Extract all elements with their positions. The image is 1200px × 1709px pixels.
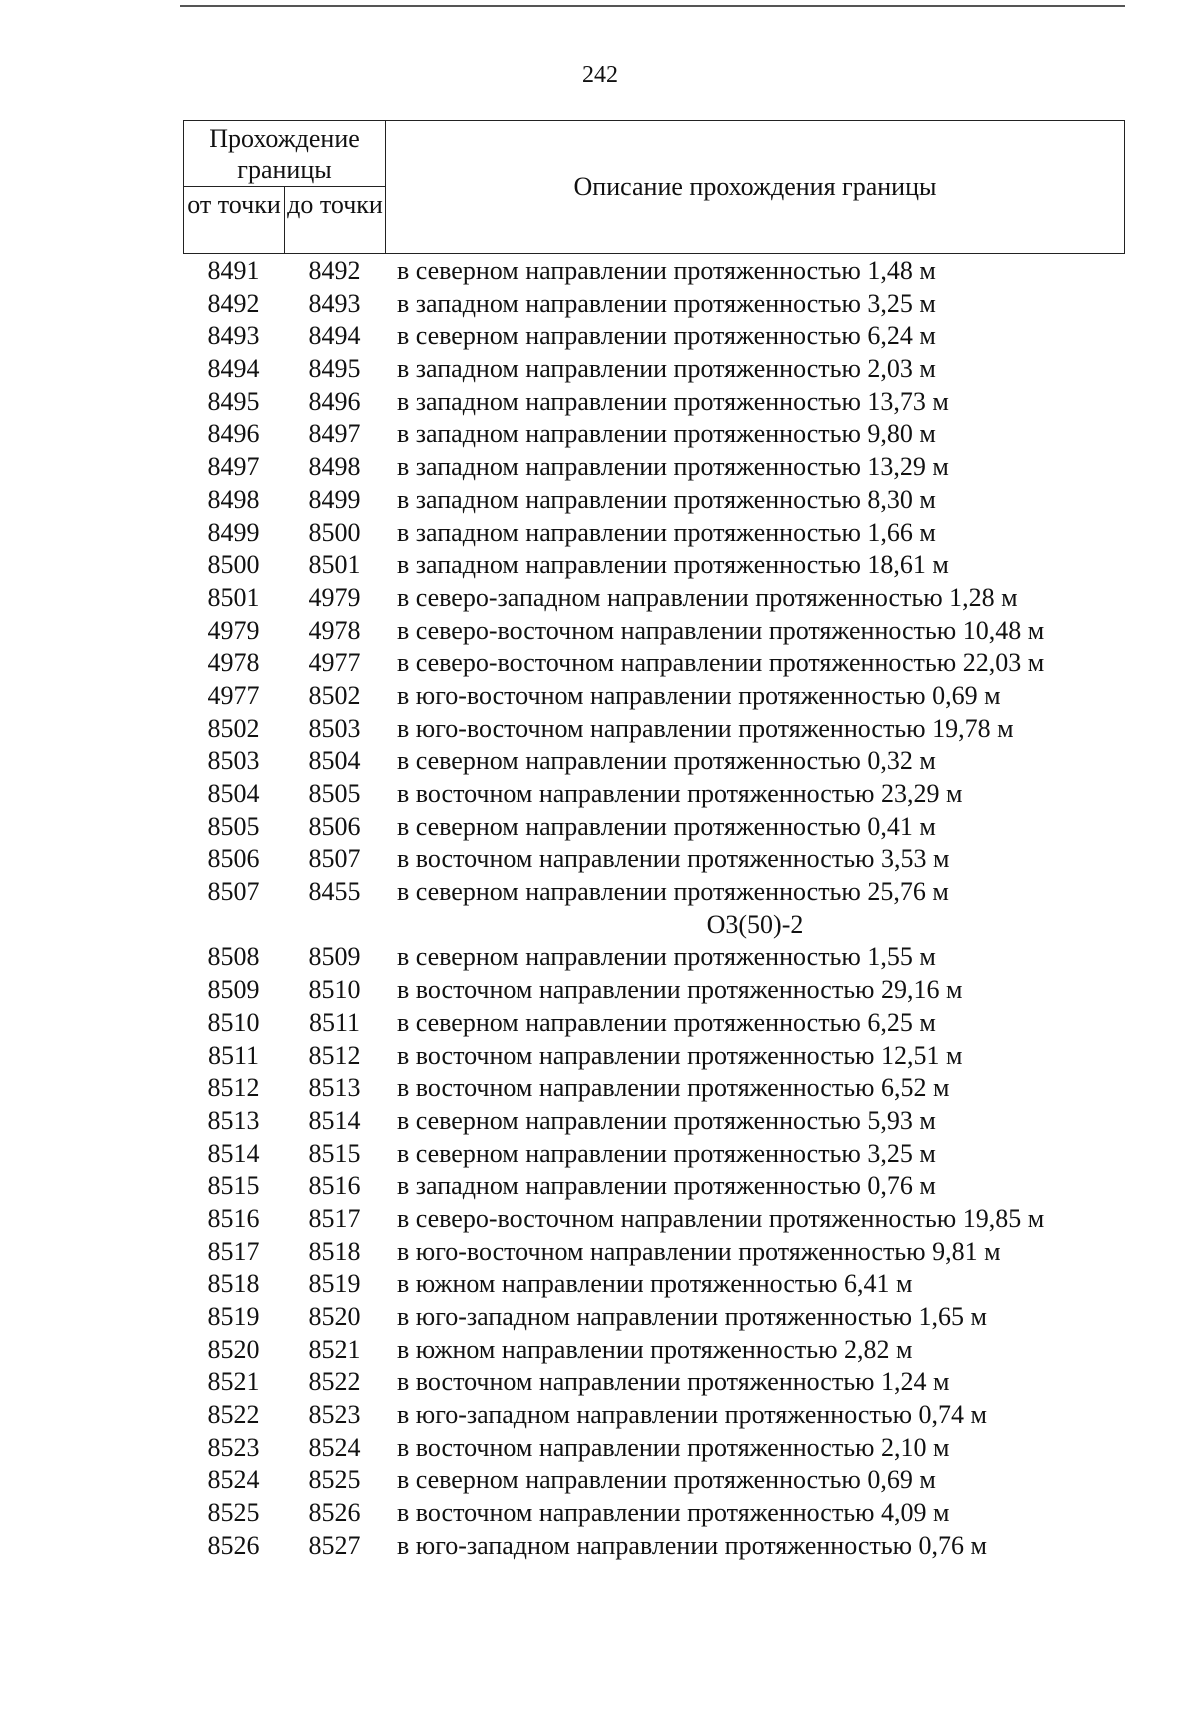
to-point-cell: 8503 [308,713,361,743]
to-point-cell: 8495 [308,354,361,384]
table-row [183,288,1143,321]
from-point-cell: 8517 [207,1236,260,1266]
table-row [183,1007,1143,1040]
table-row [183,941,1143,974]
to-point-cell: 8525 [308,1465,361,1495]
description-cell: в западном направлении протяженностью 0,76 м [397,1171,936,1201]
to-point-cell: 4977 [308,648,361,678]
table-row [183,1268,1143,1301]
to-point-cell: 8521 [308,1334,361,1364]
table-row [183,1236,1143,1269]
to-point-cell: 4979 [308,582,361,612]
to-point-cell: 8509 [308,942,361,972]
description-cell: в северном направлении протяженностью 0,32 м [397,746,936,776]
header-passage: Прохождение границы [184,121,386,187]
to-point-cell: 8515 [308,1138,361,1168]
to-point-cell: 8506 [308,811,361,841]
table-row [183,1170,1143,1203]
from-point-cell: 8495 [207,386,260,416]
to-point-cell: 8504 [308,746,361,776]
description-cell: в северо-восточном направлении протяженностью 19,85 м [397,1203,1045,1233]
table-row [183,1464,1143,1497]
to-point-cell: 8514 [308,1105,361,1135]
table-row [183,484,1143,517]
from-point-cell: 8513 [207,1105,260,1135]
table-row [183,1301,1143,1334]
description-cell: в восточном направлении протяженностью 4,09 м [397,1498,950,1528]
description-cell: в юго-восточном направлении протяженностью 9,81 м [397,1236,1001,1266]
to-point-cell: 8499 [308,484,361,514]
from-point-cell: 8508 [207,942,260,972]
page-number: 242 [582,62,618,88]
to-point-cell: 8517 [308,1203,361,1233]
table-row [183,255,1143,288]
from-point-cell: 8510 [207,1007,260,1037]
to-point-cell: 8507 [308,844,361,874]
description-cell: в северном направлении протяженностью 3,25 м [397,1138,936,1168]
table-row [183,1334,1143,1367]
to-point-cell: 8524 [308,1432,361,1462]
from-point-cell: 8503 [207,746,260,776]
boundary-table-body [183,255,1143,1563]
from-point-cell: 8499 [207,517,260,547]
description-cell: в северном направлении протяженностью 6,24 м [397,321,936,351]
description-cell: в северо-западном направлении протяженностью 1,28 м [397,582,1018,612]
table-row [183,320,1143,353]
description-cell: в западном направлении протяженностью 2,03 м [397,354,936,384]
description-cell: в северном направлении протяженностью 5,93 м [397,1105,936,1135]
from-point-cell: 8526 [207,1530,260,1560]
from-point-cell: 8515 [207,1171,260,1201]
from-point-cell: 8498 [207,484,260,514]
description-cell: в юго-восточном направлении протяженностью 0,69 м [397,680,1001,710]
description-cell: в северном направлении протяженностью 1,48 м [397,256,936,285]
from-point-cell: 8500 [207,550,260,580]
table-row [183,517,1143,550]
from-point-cell: 8502 [207,713,260,743]
table-row [183,713,1143,746]
description-cell: в южном направлении протяженностью 6,41 м [397,1269,913,1299]
from-point-cell: 8524 [207,1465,260,1495]
table-row [183,1497,1143,1530]
description-cell: в восточном направлении протяженностью 23,29 м [397,779,963,808]
table-row [183,549,1143,582]
table-row [183,843,1143,876]
description-cell: в восточном направлении протяженностью 12,51 м [397,1040,963,1070]
to-point-cell: 8510 [308,975,361,1005]
from-point-cell: 8504 [207,779,260,808]
description-cell: в юго-западном направлении протяженностью 0,76 м [397,1530,987,1560]
table-row [183,1138,1143,1171]
to-point-cell: 8511 [308,1007,361,1037]
from-point-cell: 4978 [207,648,260,678]
table-row [183,811,1143,844]
from-point-cell: 8518 [207,1269,260,1299]
to-point-cell: 8496 [308,386,361,416]
from-point-cell: 8497 [207,452,260,482]
top-rule [180,5,1125,7]
table-row [183,1105,1143,1138]
to-point-cell: 8502 [308,680,361,710]
from-point-cell: 8507 [207,877,260,907]
description-cell: в восточном направлении протяженностью 3,53 м [397,844,950,874]
table-row [183,876,1143,909]
description-cell: в северном направлении протяженностью 1,55 м [397,942,936,972]
from-point-cell: 8492 [207,288,260,318]
description-cell: в северном направлении протяженностью 0,41 м [397,811,936,841]
table-row [183,745,1143,778]
to-point-cell: 8494 [308,321,361,351]
description-cell: в западном направлении протяженностью 13,73 м [397,386,949,416]
description-cell: в юго-западном направлении протяженностью 1,65 м [397,1302,987,1331]
from-point-cell: 8516 [207,1203,260,1233]
from-point-cell: 8511 [207,1040,260,1070]
header-description: Описание прохождения границы [573,172,937,201]
from-point-cell: 8520 [207,1334,260,1364]
table-row [183,386,1143,419]
to-point-cell: 8501 [308,550,361,580]
from-point-cell: 8509 [207,975,260,1005]
description-cell: в западном направлении протяженностью 18,61 м [397,550,949,580]
from-point-cell: 8519 [207,1302,260,1331]
header-to-point: до точки [285,187,386,253]
from-point-cell: 4977 [207,680,260,710]
description-cell: в восточном направлении протяженностью 6,52 м [397,1073,950,1103]
to-point-cell: 8498 [308,452,361,482]
to-point-cell: 8500 [308,517,361,547]
to-point-cell: 8520 [308,1302,361,1331]
to-point-cell: 8497 [308,419,361,449]
from-point-cell: 8493 [207,321,260,351]
table-row [183,451,1143,484]
description-cell: в юго-западном направлении протяженностью 0,74 м [397,1400,987,1430]
to-point-cell: 8522 [308,1367,361,1397]
to-point-cell: 4978 [308,615,361,645]
description-cell: в северном направлении протяженностью 0,69 м [397,1465,936,1495]
from-point-cell: 8514 [207,1138,260,1168]
to-point-cell: 8512 [308,1040,361,1070]
description-cell: в северо-восточном направлении протяженностью 22,03 м [397,648,1045,678]
table-row [183,1072,1143,1105]
from-point-cell: 8505 [207,811,260,841]
description-cell: в северном направлении протяженностью 25,76 м [397,877,949,907]
to-point-cell: 8516 [308,1171,361,1201]
to-point-cell: 8505 [308,779,361,808]
table-row [183,1203,1143,1236]
table-row [183,418,1143,451]
to-point-cell: 8527 [308,1530,361,1560]
from-point-cell: 8521 [207,1367,260,1397]
to-point-cell: 8518 [308,1236,361,1266]
description-cell: в западном направлении протяженностью 13,29 м [397,452,949,482]
table-row [183,1530,1143,1563]
to-point-cell: 8523 [308,1400,361,1430]
table-row [183,778,1143,811]
from-point-cell: 4979 [207,615,260,645]
section-label: О3(50)-2 [706,909,804,939]
table-row [183,582,1143,615]
table-row [183,353,1143,386]
to-point-cell: 8513 [308,1073,361,1103]
from-point-cell: 8523 [207,1432,260,1462]
from-point-cell: 8494 [207,354,260,384]
table-row [183,974,1143,1007]
from-point-cell: 8501 [207,582,260,612]
description-cell: в западном направлении протяженностью 1,66 м [397,517,936,547]
description-cell: в южном направлении протяженностью 2,82 м [397,1334,913,1364]
to-point-cell: 8455 [308,877,361,907]
to-point-cell: 8526 [308,1498,361,1528]
description-cell: в северном направлении протяженностью 6,25 м [397,1007,936,1037]
description-cell: в западном направлении протяженностью 3,25 м [397,288,936,318]
description-cell: в восточном направлении протяженностью 1,24 м [397,1367,950,1397]
from-point-cell: 8496 [207,419,260,449]
header-from-point: от точки [184,187,285,253]
from-point-cell: 8512 [207,1073,260,1103]
description-cell: в западном направлении протяженностью 9,80 м [397,419,936,449]
description-cell: в юго-восточном направлении протяженностью 19,78 м [397,713,1014,743]
to-point-cell: 8492 [308,256,361,285]
from-point-cell: 8522 [207,1400,260,1430]
table-row [183,615,1143,648]
description-cell: в восточном направлении протяженностью 2,10 м [397,1432,950,1462]
table-row [183,1399,1143,1432]
description-cell: в восточном направлении протяженностью 29,16 м [397,975,963,1005]
to-point-cell: 8493 [308,288,361,318]
table-row [183,1432,1143,1465]
table-row [183,647,1143,680]
from-point-cell: 8525 [207,1498,260,1528]
table-row [183,1366,1143,1399]
table-row [183,1040,1143,1073]
table-header [183,120,1125,254]
from-point-cell: 8506 [207,844,260,874]
from-point-cell: 8491 [207,256,260,285]
table-row [183,680,1143,713]
to-point-cell: 8519 [308,1269,361,1299]
description-cell: в западном направлении протяженностью 8,30 м [397,484,936,514]
description-cell: в северо-восточном направлении протяженностью 10,48 м [397,615,1045,645]
